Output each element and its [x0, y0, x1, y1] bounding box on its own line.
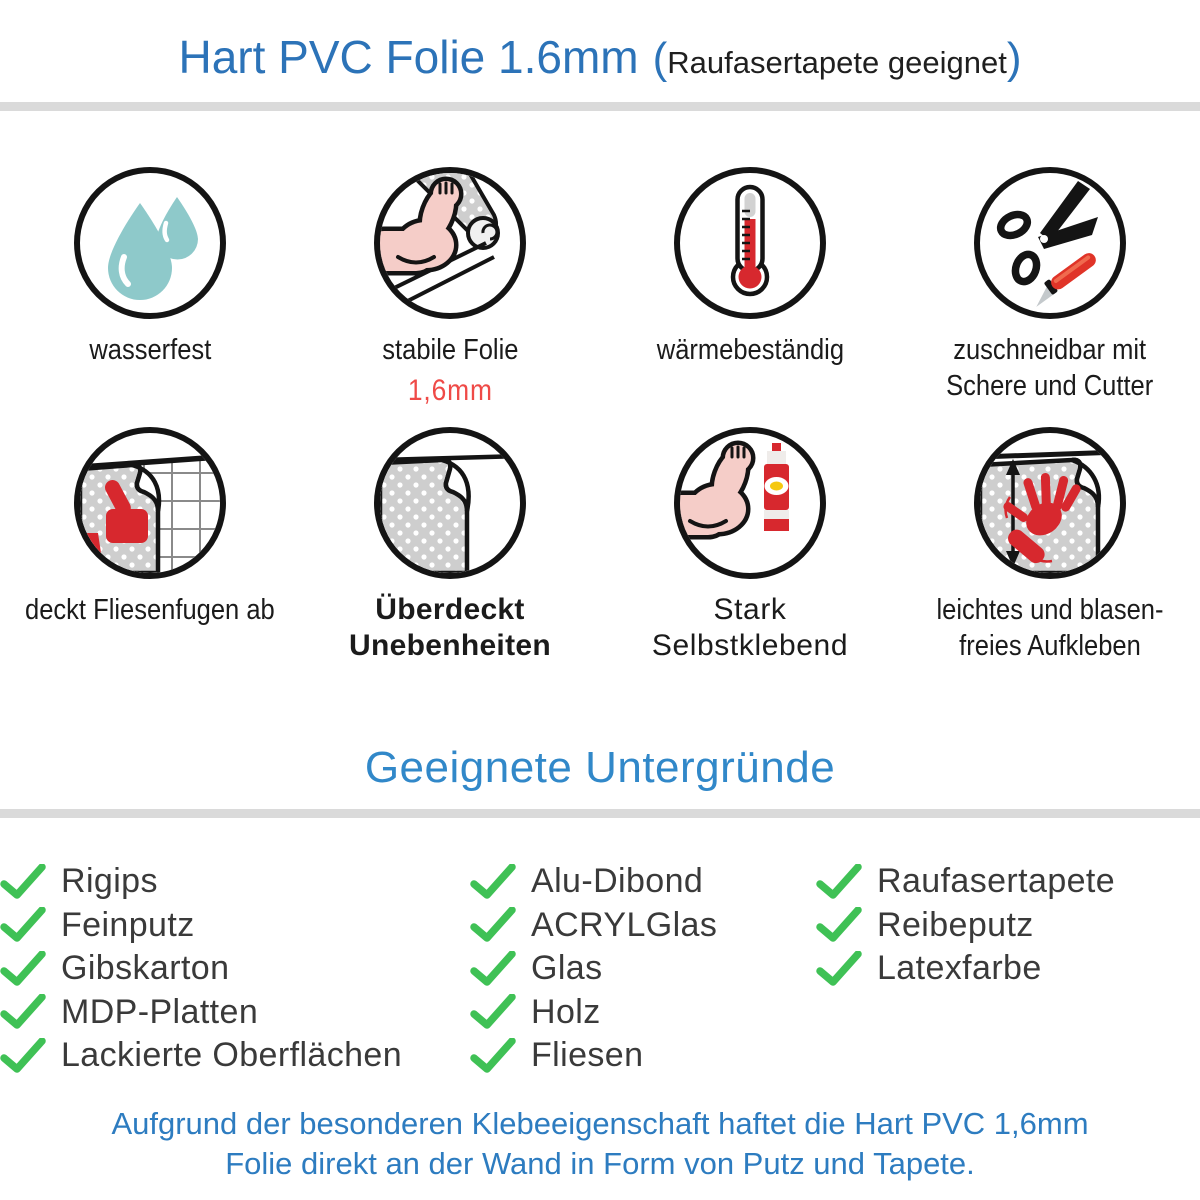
feature-caption: Stark Selbstklebend — [651, 593, 849, 662]
feature-cuttable — [900, 167, 1200, 427]
dotted-foil-icon — [374, 427, 526, 579]
feature-caption: deckt Fliesenfugen ab — [25, 594, 275, 626]
feature-caption: zuschneidbar mit Schere und Cutter — [946, 334, 1154, 402]
check-icon — [0, 1038, 46, 1074]
feature-waterproof — [0, 167, 300, 427]
feature-bubble-free — [900, 427, 1200, 687]
check-icon — [0, 864, 46, 900]
paren-close: ) — [1006, 34, 1022, 83]
thickness-value: 1,6mm — [407, 374, 493, 407]
surfaces-column-1 — [0, 860, 470, 1078]
paren-open: ( — [652, 34, 668, 83]
thermometer-icon — [674, 167, 826, 319]
feature-stable-foil — [300, 167, 600, 427]
check-icon — [816, 951, 862, 987]
page-title — [0, 0, 1200, 102]
feature-caption: wärmebeständig — [656, 334, 844, 366]
feature-caption: stabile Folie 1,6mm — [381, 334, 519, 407]
divider-middle — [0, 809, 1200, 818]
check-icon — [816, 907, 862, 943]
title-sub — [653, 34, 1022, 84]
list-item: Feinputz — [0, 904, 470, 948]
feature-self-adhesive — [600, 427, 900, 687]
check-icon — [470, 907, 516, 943]
check-icon — [816, 864, 862, 900]
feature-caption: Überdeckt Unebenheiten — [349, 593, 551, 662]
muscle-glue-icon — [674, 427, 826, 579]
tile-thumbs-up-icon — [74, 427, 226, 579]
list-item: Latexfarbe — [816, 947, 1200, 991]
hand-smoothing-icon — [974, 427, 1126, 579]
check-icon — [470, 951, 516, 987]
footer-note — [0, 1104, 1200, 1184]
list-item: Gibskarton — [0, 947, 470, 991]
list-item: Glas — [470, 947, 816, 991]
list-item: Alu-Dibond — [470, 860, 816, 904]
list-item: Raufasertapete — [816, 860, 1200, 904]
feature-heat-resistant — [600, 167, 900, 427]
surfaces-column-2 — [470, 860, 816, 1078]
list-item: Holz — [470, 991, 816, 1035]
check-icon — [0, 994, 46, 1030]
features-grid — [0, 111, 1200, 687]
water-drops-icon — [74, 167, 226, 319]
list-item: Reibeputz — [816, 904, 1200, 948]
check-icon — [0, 951, 46, 987]
feature-covers-tile-joints — [0, 427, 300, 687]
feature-caption: wasserfest — [89, 334, 211, 366]
feature-covers-unevenness — [300, 427, 600, 687]
footer-line: Aufgrund der besonderen Klebeeigenschaft haftet die Hart PVC 1,6mm — [111, 1105, 1089, 1141]
surfaces-column-3 — [816, 860, 1200, 1078]
muscle-foil-icon — [374, 167, 526, 319]
list-item: Lackierte Oberflächen — [0, 1034, 470, 1078]
list-item: Rigips — [0, 860, 470, 904]
check-icon — [470, 1038, 516, 1074]
divider-top — [0, 102, 1200, 111]
check-icon — [470, 864, 516, 900]
list-item: Fliesen — [470, 1034, 816, 1078]
footer-line: Folie direkt an der Wand in Form von Putz und Tapete. — [225, 1145, 975, 1181]
list-item: MDP-Platten — [0, 991, 470, 1035]
title-main: Hart PVC Folie 1.6mm — [178, 31, 639, 83]
surfaces-heading: Geeignete Untergründe — [364, 743, 836, 792]
scissors-cutter-icon — [974, 167, 1126, 319]
list-item: ACRYLGlas — [470, 904, 816, 948]
title-sub-text: Raufasertapete geeignet — [667, 45, 1007, 80]
surfaces-list — [0, 818, 1200, 1078]
check-icon — [0, 907, 46, 943]
feature-caption: leichtes und blasen- freies Aufkleben — [936, 594, 1164, 662]
check-icon — [470, 994, 516, 1030]
